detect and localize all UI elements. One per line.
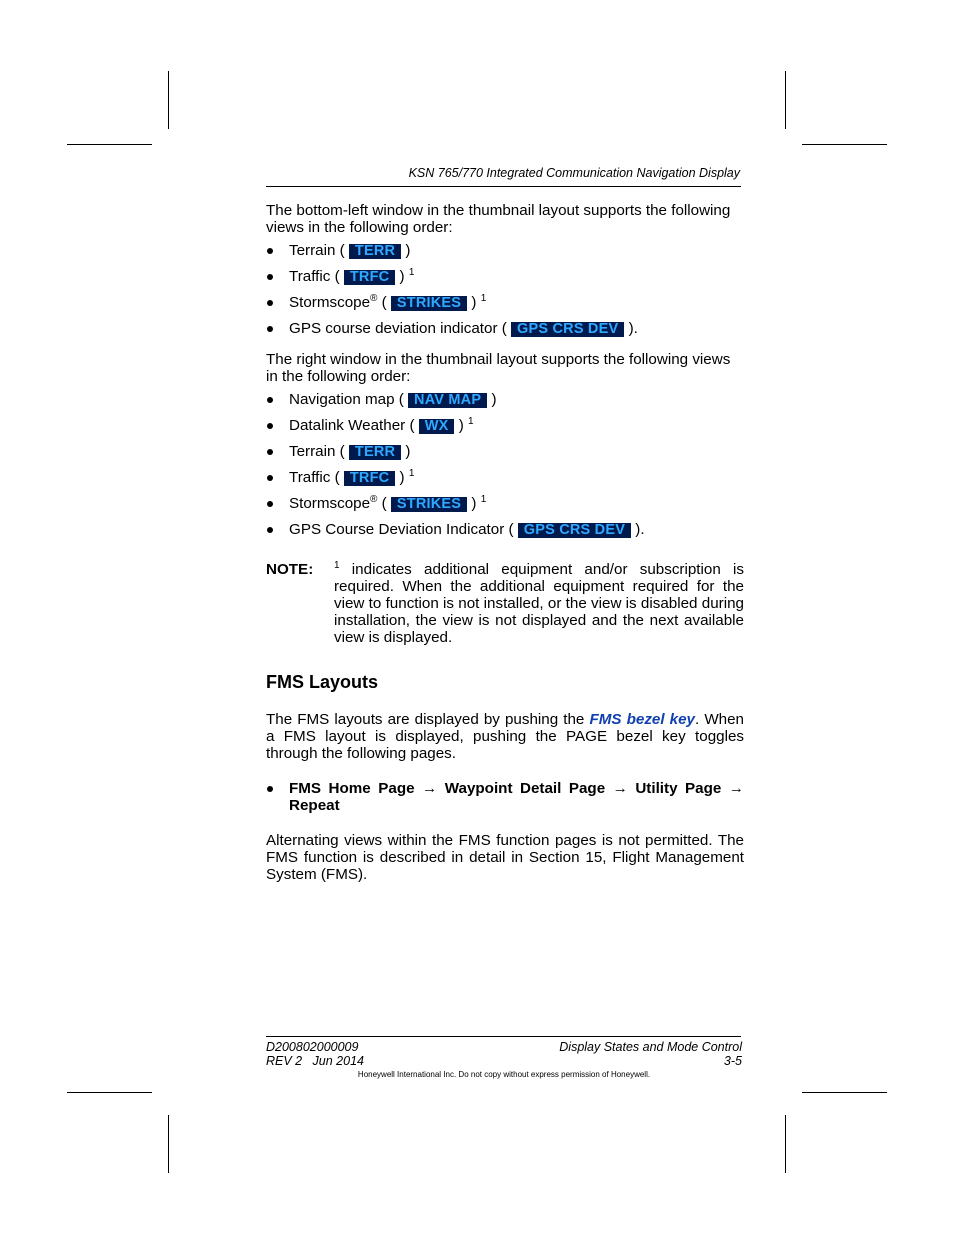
softkey-label[interactable]: STRIKES bbox=[391, 296, 467, 311]
softkey-label[interactable]: STRIKES bbox=[391, 497, 467, 512]
closing-paren: ) bbox=[395, 469, 405, 486]
closing-paren: ) bbox=[401, 242, 411, 259]
bottom-left-views-list bbox=[266, 238, 744, 342]
view-label: GPS Course Deviation Indicator bbox=[289, 521, 505, 538]
revision: REV 2 Jun 2014 bbox=[266, 1054, 364, 1068]
fms-bezel-key-link[interactable]: FMS bezel key bbox=[589, 711, 696, 728]
softkey-label[interactable]: GPS CRS DEV bbox=[511, 322, 624, 337]
closing-paren: ). bbox=[624, 320, 638, 337]
view-label: Traffic bbox=[289, 469, 331, 486]
view-label: Datalink Weather bbox=[289, 417, 406, 434]
page-footer bbox=[266, 1040, 742, 1068]
registered-mark: ® bbox=[370, 293, 378, 304]
page-number: 3-5 bbox=[723, 1054, 742, 1068]
view-list-item: GPS course deviation indicator ( GPS CRS DEV ). bbox=[266, 316, 744, 342]
footer-section-title: Display States and Mode Control bbox=[559, 1040, 742, 1054]
view-label: Terrain bbox=[289, 242, 336, 259]
view-list-item: Navigation map ( NAV MAP ) bbox=[266, 387, 744, 413]
running-header: KSN 765/770 Integrated Communication Navigation Display bbox=[408, 166, 740, 180]
closing-paren: ) bbox=[395, 268, 405, 285]
closing-paren: ) bbox=[487, 391, 497, 408]
note-text: indicates additional equipment and/or subscription is required. When the additional equipment required for the view to function is not installed, or the view is disabled during installation, the view is not displayed and the next available view is displayed. bbox=[334, 561, 744, 646]
view-label: Traffic bbox=[289, 268, 331, 285]
view-list-item: Traffic ( TRFC ) $^1$ bbox=[266, 465, 744, 491]
crop-mark bbox=[785, 1115, 786, 1173]
softkey-label[interactable]: TERR bbox=[349, 244, 401, 259]
crop-mark bbox=[168, 1115, 169, 1173]
note-block bbox=[266, 561, 744, 646]
fms-page-sequence: FMS Home Page → Waypoint Detail Page → Utility Page → Repeat bbox=[266, 780, 744, 814]
view-list-item: Traffic ( TRFC ) $^1$ bbox=[266, 264, 744, 290]
registered-mark: ® bbox=[370, 494, 378, 505]
footer-rule bbox=[266, 1036, 741, 1037]
intro-right: The right window in the thumbnail layout supports the following views in the following order: bbox=[266, 351, 731, 385]
intro-bottom-left: The bottom-left window in the thumbnail layout supports the following views in the following order: bbox=[266, 202, 731, 236]
crop-mark bbox=[785, 71, 786, 129]
view-list-item: Terrain ( TERR ) bbox=[266, 238, 744, 264]
fms-para1-text-end: . When a FMS layout is displayed, pushing the PAGE bezel key toggles through the following pages. bbox=[266, 711, 744, 762]
view-label: Stormscope bbox=[289, 294, 371, 311]
closing-paren: ) bbox=[467, 495, 477, 512]
softkey-label[interactable]: WX bbox=[419, 419, 455, 434]
closing-paren: ) bbox=[467, 294, 477, 311]
fms-para1-text: The FMS layouts are displayed by pushing the bbox=[266, 711, 590, 728]
right-views-list bbox=[266, 387, 744, 543]
view-list-item: Datalink Weather ( WX ) $^1$ bbox=[266, 413, 744, 439]
softkey-label[interactable]: TRFC bbox=[344, 270, 395, 285]
view-label: Navigation map bbox=[289, 391, 395, 408]
crop-mark bbox=[802, 1092, 887, 1093]
footnote-marker: 1 bbox=[408, 267, 415, 278]
note-label: NOTE: bbox=[266, 561, 314, 578]
crop-mark bbox=[67, 144, 152, 145]
closing-paren: ). bbox=[631, 521, 645, 538]
view-label: Stormscope bbox=[289, 495, 371, 512]
crop-mark bbox=[802, 144, 887, 145]
copyright-notice: Honeywell International Inc. Do not copy without express permission of Honeywell. bbox=[357, 1070, 651, 1079]
view-list-item: Stormscope® ( STRIKES ) $^1$ bbox=[266, 290, 744, 316]
footnote-marker: 1 bbox=[408, 468, 415, 479]
fms-paragraph-1 bbox=[266, 711, 744, 762]
fms-paragraph-2: Alternating views within the FMS function pages is not permitted. The FMS function is described in detail in Section 15, Flight Management System (FMS). bbox=[266, 832, 744, 883]
closing-paren: ) bbox=[401, 443, 411, 460]
view-label: Terrain bbox=[289, 443, 336, 460]
softkey-label[interactable]: TRFC bbox=[344, 471, 395, 486]
closing-paren: ) bbox=[454, 417, 464, 434]
view-label: GPS course deviation indicator bbox=[289, 320, 498, 337]
view-list-item: Stormscope® ( STRIKES ) $^1$ bbox=[266, 491, 744, 517]
softkey-label[interactable]: GPS CRS DEV bbox=[518, 523, 631, 538]
doc-number: D200802000009 bbox=[266, 1040, 359, 1054]
section-heading-fms-layouts: FMS Layouts bbox=[266, 672, 379, 692]
footnote-marker: 1 bbox=[480, 293, 487, 304]
footnote-marker: 1 bbox=[468, 416, 474, 427]
crop-mark bbox=[67, 1092, 152, 1093]
softkey-label[interactable]: TERR bbox=[349, 445, 401, 460]
view-list-item: GPS Course Deviation Indicator ( GPS CRS DEV ). bbox=[266, 517, 744, 543]
page-content bbox=[266, 202, 744, 883]
header-rule bbox=[266, 186, 741, 187]
softkey-label[interactable]: NAV MAP bbox=[408, 393, 487, 408]
note-superscript: 1 bbox=[334, 560, 340, 571]
note-body bbox=[334, 561, 744, 646]
view-list-item: Terrain ( TERR ) bbox=[266, 439, 744, 465]
crop-mark bbox=[168, 71, 169, 129]
footnote-marker: 1 bbox=[480, 494, 487, 505]
